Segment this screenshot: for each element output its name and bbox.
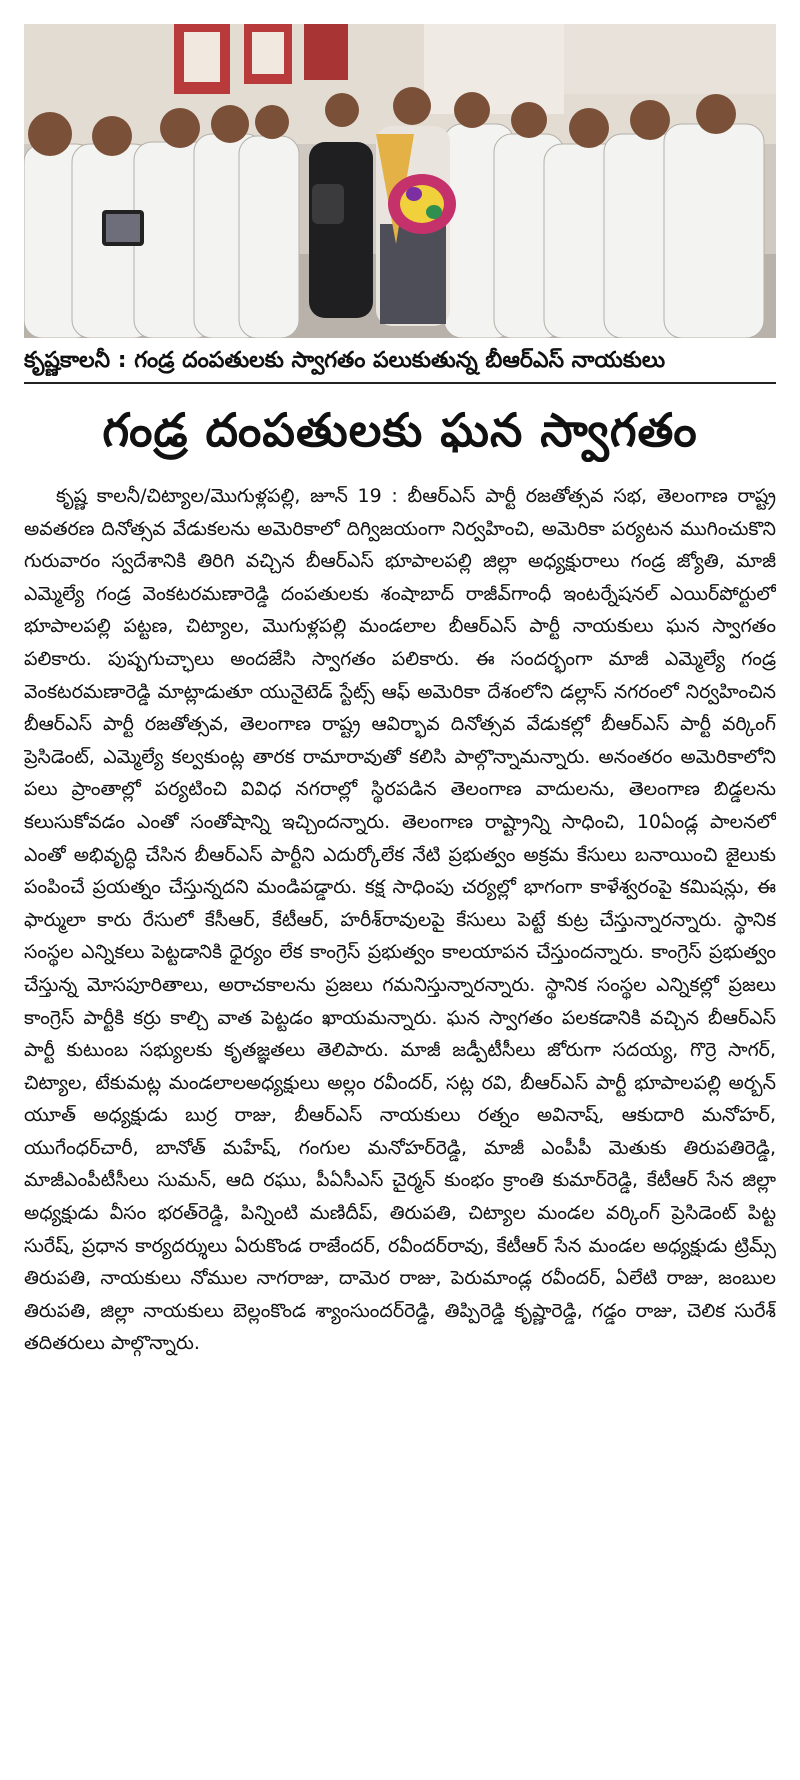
news-photo	[24, 24, 776, 338]
headline: గండ్ర దంపతులకు ఘన స్వాగతం	[102, 403, 698, 457]
article-body	[24, 480, 776, 1770]
photo-caption: కృష్ణకాలనీ : గండ్ర దంపతులకు స్వాగతం పలుకుతున్న బీఆర్ఎస్ నాయకులు	[24, 348, 666, 373]
caption-divider	[24, 382, 776, 384]
article-paragraph: కృష్ణ కాలనీ/చిట్యాల/మొగుళ్లపల్లి, జూన్ 19 : బీఆర్ఎస్ పార్టీ రజతోత్సవ సభ, తెలంగాణ రాష్ట్ర అవతరణ దినోత్సవ వేడుకలను అమెరికాలో దిగ్విజయంగా నిర్వహించి, అమెరికా పర్యటన ముగించుకొని గురువారం స్వదేశానికి తిరిగి వచ్చిన బీఆర్ఎస్ భూపాలపల్లి జిల్లా అధ్యక్షురాలు గండ్ర జ్యోతి, మాజీ ఎమ్మెల్యే గండ్ర వెంకటరమణారెడ్డి దంపతులకు శంషాబాద్ రాజీవ్‌గాంధీ ఇంటర్నేషనల్ ఎయిర్‌పోర్టులో భూపాలపల్లి పట్టణ, చిట్యాల, మొగుళ్లపల్లి మండలాల బీఆర్ఎస్ పార్టీ నాయకులు ఘన స్వాగతం పలికారు. పుష్పగుచ్ఛాలు అందజేసి స్వాగతం పలికారు. ఈ సందర్భంగా మాజీ ఎమ్మెల్యే గండ్ర వెంకటరమణారెడ్డి మాట్లాడుతూ యునైటెడ్ స్టేట్స్ ఆఫ్ అమెరికా దేశంలోని డల్లాస్ నగరంలో నిర్వహించిన బీఆర్ఎస్ పార్టీ రజతోత్సవ, తెలంగాణ రాష్ట్ర ఆవిర్భావ దినోత్సవ వేడుకల్లో బీఆర్ఎస్ పార్టీ వర్కింగ్ ప్రెసిడెంట్, ఎమ్మెల్యే కల్వకుంట్ల తారక రామారావుతో కలిసి పాల్గొన్నామన్నారు. అనంతరం అమెరికాలోని పలు ప్రాంతాల్లో పర్యటించి వివిధ నగరాల్లో స్థిరపడిన తెలంగాణ వాదులను, తెలంగాణ బిడ్డలను కలుసుకోవడం ఎంతో సంతోషాన్ని ఇచ్చిందన్నారు. తెలంగాణ రాష్ట్రాన్ని సాధించి, 10ఏండ్ల పాలనలో ఎంతో అభివృద్ధి చేసిన బీఆర్ఎస్ పార్టీని ఎదుర్కోలేక నేటి ప్రభుత్వం అక్రమ కేసులు బనాయించి జైలుకు పంపించే ప్రయత్నం చేస్తున్నదని మండిపడ్డారు. కక్ష సాధింపు చర్యల్లో భాగంగా కాళేశ్వరంపై కమిషన్లు, ఈ ఫార్ములా కారు రేసులో కేసీఆర్, కేటీఆర్, హరీశ్‌రావులపై కేసులు పెట్టే కుట్ర చేస్తున్నారన్నారు. స్థానిక సంస్థల ఎన్నికలు పెట్టడానికి ధైర్యం లేక కాంగ్రెస్ ప్రభుత్వం కాలయాపన చేస్తుందన్నారు. కాంగ్రెస్ ప్రభుత్వం చేస్తున్న మోసపూరితాలు, అరాచకాలను ప్రజలు గమనిస్తున్నారన్నారు. స్థానిక సంస్థల ఎన్నికల్లో ప్రజలు కాంగ్రెస్ పార్టీకి కర్రు కాల్చి వాత పెట్టడం ఖాయమన్నారు. ఘన స్వాగతం పలకడానికి వచ్చిన బీఆర్ఎస్ పార్టీ కుటుంబ సభ్యులకు కృతజ్ఞతలు తెలిపారు. మాజీ జడ్పీటీసీలు జోరుగా సదయ్య, గొర్రె సాగర్, చిట్యాల, టేకుమట్ల మండలాలఅధ్యక్షులు అల్లం రవీందర్, సట్ల రవి, బీఆర్ఎస్ పార్టీ భూపాలపల్లి అర్బన్ యూత్ అధ్యక్షుడు బుర్ర రాజు, బీఆర్ఎస్ నాయకులు రత్నం అవినాష్, ఆకుదారి మనోహర్, యుగేంధర్‌చారీ, బానోత్ మహేష్, గంగుల మనోహర్‌రెడ్డి, మాజీ ఎంపీపీ మెతుకు తిరుపతిరెడ్డి, మాజీఎంపీటీసీలు సుమన్, ఆది రఘు, పీఏసీఎస్ చైర్మన్ కుంభం క్రాంతి కుమార్‌రెడ్డి, కేటీఆర్ సేన జిల్లా అధ్యక్షుడు వీసం భరత్‌రెడ్డి, పిన్నింటి మణిదీప్, తిరుపతి, చిట్యాల మండల వర్కింగ్ ప్రెసిడెంట్ పిట్ట సురేష్, ప్రధాన కార్యదర్శులు ఏరుకొండ రాజేందర్, రవీందర్‌రావు, కేటీఆర్ సేన మండల అధ్యక్షుడు ట్రిమ్స్ తిరుపతి, నాయకులు నోముల నాగరాజు, దామెర రాజు, పెరుమాండ్ల రవీందర్, ఏలేటి రాజు, జంబుల తిరుపతి, జిల్లా నాయకులు బెల్లంకొండ శ్యాంసుందర్‌రెడ్డి, తిప్పిరెడ్డి కృష్ణారెడ్డి, గడ్డం రాజు, చెలిక సురేశ్ తదితరులు పాల్గొన్నారు.	[24, 485, 776, 1355]
